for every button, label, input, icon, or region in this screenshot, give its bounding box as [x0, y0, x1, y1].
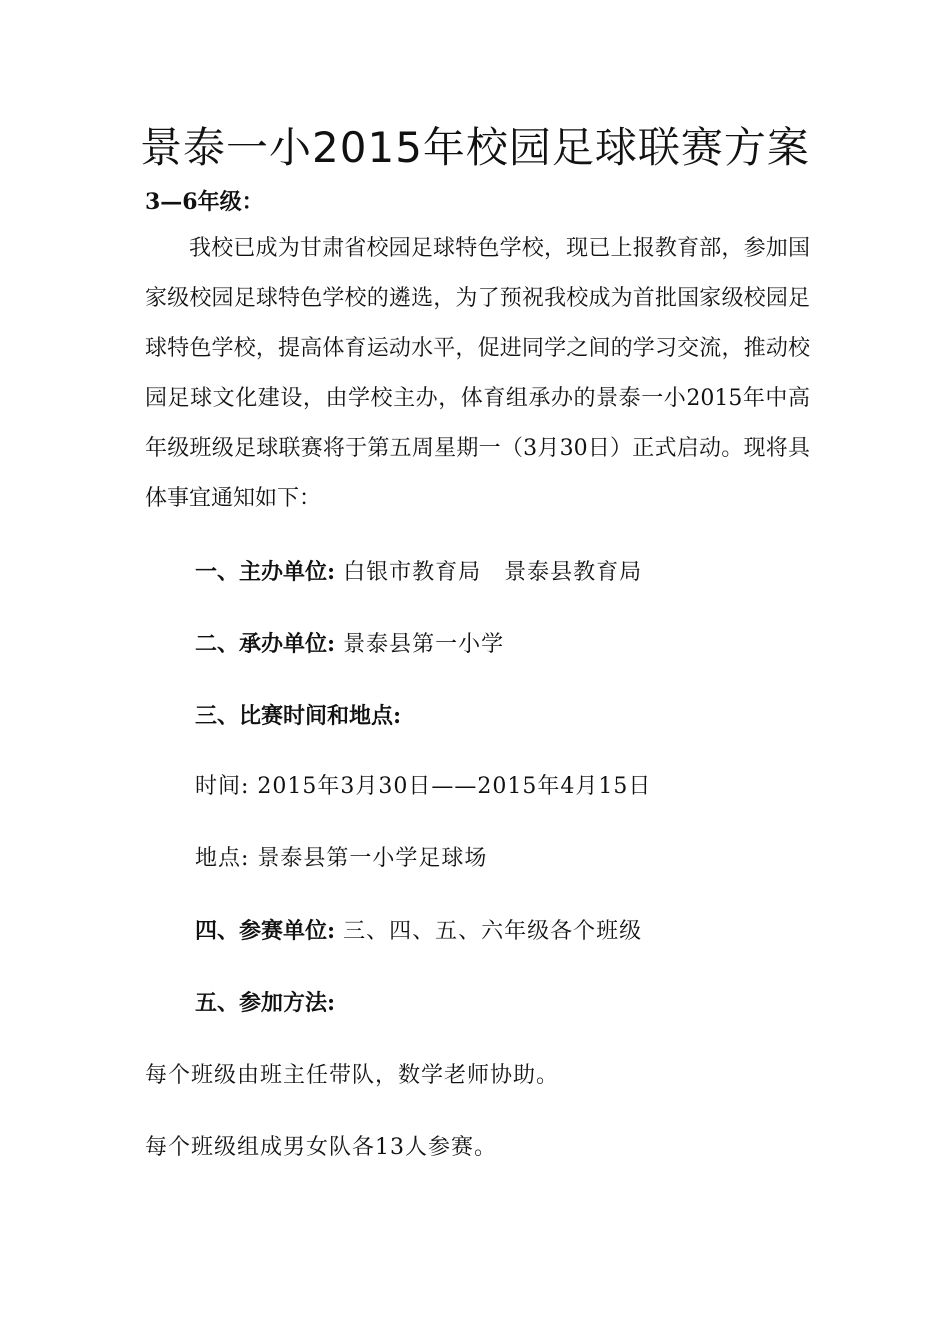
section-participants-value: 三、四、五、六年级各个班级	[343, 919, 643, 944]
method-line: 每个班级由班主任带队，数学老师协助。	[145, 1063, 560, 1088]
section-host-value: 景泰县第一小学	[343, 632, 505, 657]
section-method-heading: 五、参加方法:	[195, 990, 336, 1016]
section-time-place	[195, 698, 401, 735]
section-organizer	[195, 554, 642, 591]
section-participants	[195, 913, 642, 950]
section-host-heading: 二、承办单位:	[195, 631, 336, 657]
place-line: 地点: 景泰县第一小学足球场	[195, 846, 488, 871]
section-time-place-heading: 三、比赛时间和地点:	[195, 703, 402, 729]
section-participants-heading: 四、参赛单位:	[195, 918, 336, 944]
section-organizer-heading: 一、主办单位:	[195, 559, 336, 585]
document-title: 景泰一小2015年校园足球联赛方案	[140, 123, 810, 172]
intro-paragraph: 我校已成为甘肃省校园足球特色学校，现已上报教育部，参加国家级校园足球特色学校的遴选，为了预祝我校成为首批国家级校园足球特色学校，提高体育运动水平，促进同学之间的学习交流，推动校园足球文化建设，由学校主办，体育组承办的景泰一小2015年中高年级班级足球联赛将于第五周星期一（3月30日）正式启动。现将具体事宜通知如下：	[145, 236, 810, 511]
section-method	[195, 985, 335, 1022]
time-line: 时间: 2015年3月30日——2015年4月15日	[195, 774, 652, 799]
method-line: 每个班级组成男女队各13人参赛。	[145, 1135, 497, 1160]
section-organizer-value: 白银市教育局 景泰县教育局	[343, 560, 643, 585]
section-host	[195, 626, 504, 663]
grade-heading: 3—6年级：	[145, 189, 264, 215]
